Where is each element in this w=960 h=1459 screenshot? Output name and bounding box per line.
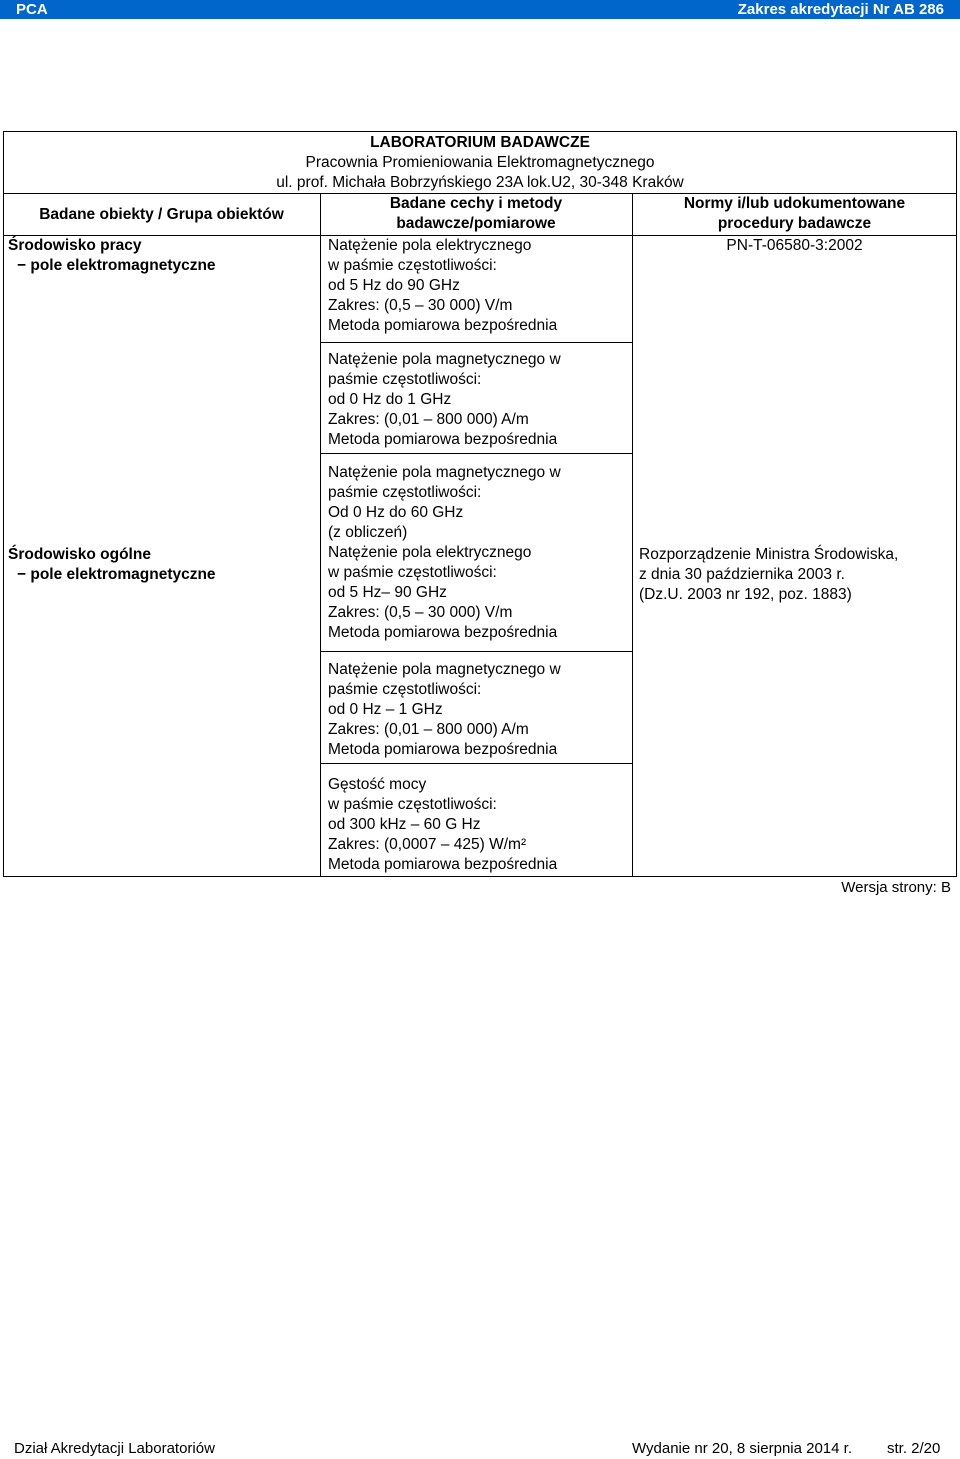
column-divider — [320, 193, 321, 877]
column-header-objects: Badane obiekty / Grupa obiektów — [39, 206, 284, 223]
column-divider — [632, 193, 633, 877]
object-group-general-environment: Środowisko ogólne − pole elektromagnetyczne — [8, 546, 216, 583]
footer-page-number: str. 2/20 — [887, 1440, 941, 1457]
lab-address: ul. prof. Michała Bobrzyńskiego 23A lok.U2, 30-348 Kraków — [276, 174, 684, 191]
object-group-work-environment: Środowisko pracy − pole elektromagnetyczne — [8, 237, 216, 274]
lab-unit: Pracownia Promieniowania Elektromagnetycznego — [305, 154, 655, 171]
method-electric-field: Natężenie pola elektrycznego w paśmie częstotliwości: od 5 Hz do 90 GHz Zakres: (0,5 – 30 000) V/m Metoda pomiarowa bezpośrednia — [328, 237, 558, 334]
row-divider — [320, 453, 632, 454]
method-magnetic-and-electric-field: Natężenie pola magnetycznego w paśmie częstotliwości: Od 0 Hz do 60 GHz (z obliczeń) Natężenie pola elektrycznego w paśmie częstotliwości: od 5 Hz– 90 GHz Zakres: (0,5 – 30 000) V/m Metoda pomiarowa bezpośrednia — [328, 464, 561, 641]
norm-pn-t-06580: PN-T-06580-3:2002 — [726, 237, 863, 254]
lab-title: LABORATORIUM BADAWCZE — [370, 134, 590, 151]
norm-regulation: Rozporządzenie Ministra Środowiska, z dnia 30 października 2003 r. (Dz.U. 2003 nr 192, poz. 1883) — [639, 546, 899, 603]
row-divider — [320, 651, 632, 652]
method-power-density: Gęstość mocy w paśmie częstotliwości: od 300 kHz – 60 G Hz Zakres: (0,0007 – 425) W/m² Metoda pomiarowa bezpośrednia — [328, 776, 558, 873]
org-name: PCA — [16, 1, 48, 18]
document-title: Zakres akredytacji Nr AB 286 — [737, 1, 944, 18]
page-header-bar — [0, 0, 960, 19]
method-magnetic-field-general: Natężenie pola magnetycznego w paśmie częstotliwości: od 0 Hz – 1 GHz Zakres: (0,01 – 800 000) A/m Metoda pomiarowa bezpośrednia — [328, 661, 561, 758]
method-magnetic-field: Natężenie pola magnetycznego w paśmie częstotliwości: od 0 Hz do 1 GHz Zakres: (0,01 – 800 000) A/m Metoda pomiarowa bezpośrednia — [328, 351, 561, 448]
page-version: Wersja strony: B — [841, 879, 951, 896]
row-divider — [320, 342, 632, 343]
column-header-methods: Badane cechy i metody badawcze/pomiarowe — [389, 195, 563, 232]
footer-department: Dział Akredytacji Laboratoriów — [14, 1440, 215, 1457]
footer-edition: Wydanie nr 20, 8 sierpnia 2014 r. — [632, 1440, 852, 1457]
row-divider — [320, 763, 632, 764]
column-header-norms: Normy i/lub udokumentowane procedury badawcze — [683, 195, 906, 232]
